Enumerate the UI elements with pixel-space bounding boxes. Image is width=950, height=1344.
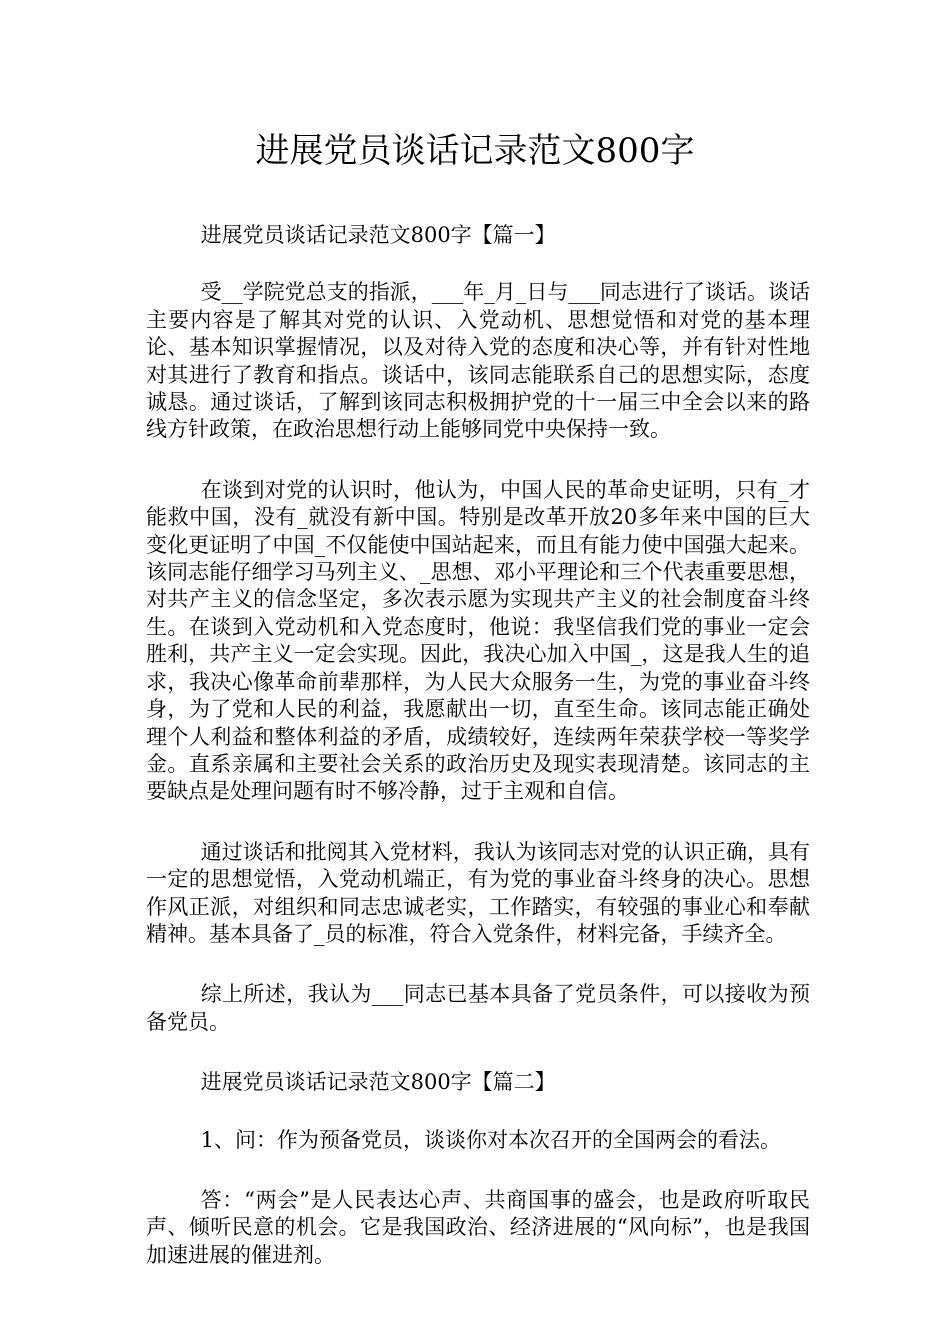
- section-heading-2: 进展党员谈话记录范文800字【篇二】: [200, 1070, 556, 1095]
- paragraph: 在谈到对党的认识时，他认为，中国人民的革命史证明，只有_才能救中国，没有_就没有新中国。特别是改革开放20多年来中国的巨大变化更证明了中国_不仅能使中国站起来，而且有能力使中国强大起来。该同志能仔细学习马列主义、_思想、邓小平理论和三个代表重要思想，对共产主义的信念坚定，多次表示愿为实现共产主义的社会制度奋斗终生。在谈到入党动机和入党态度时，他说：我坚信我们党的事业一定会胜利，共产主义一定会实现。因此，我决心加入中国_，这是我人生的追求，我决心像革命前辈那样，为人民大众服务一生，为党的事业奋斗终身，为了党和人民的利益，我愿献出一切，直至生命。该同志能正确处理个人利益和整体利益的矛盾，成绩较好，连续两年荣获学校一等奖学金。直系亲属和主要社会关系的政治历史及现实表现清楚。该同志的主要缺点是处理问题有时不够冷静，过于主观和自信。: [146, 477, 810, 804]
- answer-paragraph: 答：“两会”是人民表达心声、共商国事的盛会，也是政府听取民声、倾听民意的机会。它是我国政治、经济进展的“风向标”，也是我国加速进展的催进剂。: [146, 1187, 810, 1267]
- document-body: [146, 222, 810, 1302]
- paragraph: 通过谈话和批阅其入党材料，我认为该同志对党的认识正确，具有一定的思想觉悟，入党动机端正，有为党的事业奋斗终身的决心。思想作风正派，对组织和同志忠诚老实，工作踏实，有较强的事业心和奉献精神。基本具备了_员的标准，符合入党条件，材料完备，手续齐全。: [146, 839, 810, 946]
- document-title: 进展党员谈话记录范文800字: [255, 131, 695, 171]
- paragraph: 综上所述，我认为___同志已基本具备了党员条件，可以接收为预备党员。: [146, 982, 810, 1034]
- section-heading-1: 进展党员谈话记录范文800字【篇一】: [200, 223, 556, 247]
- paragraph: 受__学院党总支的指派，___年_月_日与___同志进行了谈话。谈话主要内容是了解其对党的认识、入党动机、思想觉悟和对党的基本理论、基本知识掌握情况，以及对待入党的态度和决心等，并有针对性地对其进行了教育和指点。谈话中，该同志能联系自己的思想实际，态度诚恳。通过谈话，了解到该同志积极拥护党的十一届三中全会以来的路线方针政策，在政治思想行动上能够同党中央保持一致。: [146, 280, 810, 442]
- question-paragraph: 1、问：作为预备党员，谈谈你对本次召开的全国两会的看法。: [200, 1127, 781, 1152]
